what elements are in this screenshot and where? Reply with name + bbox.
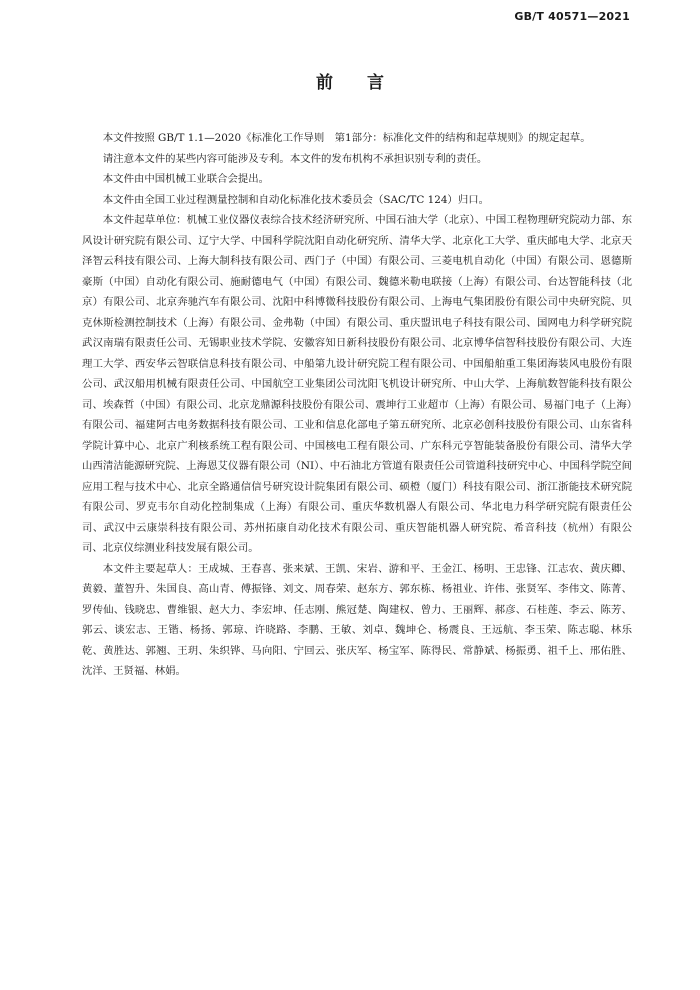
paragraph-committee: 本文件由全国工业过程测量控制和自动化标准化技术委员会（SAC/TC 124）归口。 — [102, 193, 489, 206]
paragraph-drafters: 本文件主要起草人：王成城、王春喜、张来斌、王凯、宋岩、游和平、王金江、杨明、王忠锋、江志农、黄庆卿、黄毅、董智升、朱国良、高山青、傅振锋、刘文、周春荣、赵东方、郭东栋、杨祖业、许伟、张贤军、李伟文、陈菁、罗传仙、钱晓忠、曹维银、赵大力、李宏坤、任志刚、熊冠楚、陶建权、曾力、王丽辉、郝彦、石桂莲、李云、陈芳、郭云、谈宏志、王锴、杨扬、郭琼、许晓路、李鹏、王敏、刘卓、魏坤仑、杨震良、王远航、李玉荣、陈志聪、林乐乾、黄胜达、郭翘、王玥、朱织铧、马向阳、宁回云、张庆军、杨宝军、陈得民、常静斌、杨振勇、祖千上、邢佑胜、沈洋、王贤福、林娟。 — [82, 562, 632, 677]
paragraph-drafting-organizations: 本文件起草单位：机械工业仪器仪表综合技术经济研究所、中国石油大学（北京）、中国工程物理研究院动力部、东风设计研究院有限公司、辽宁大学、中国科学院沈阳自动化研究所、清华大学、北京化工大学、重庆邮电大学、北京天泽智云科技有限公司、上海大制科技有限公司、西门子（中国）有限公司、三菱电机自动化（中国）有限公司、恩德斯豪斯（中国）自动化有限公司、施耐德电气（中国）有限公司、魏德米勒电联接（上海）有限公司、台达智能科技（北京）有限公司、北京奔驰汽车有限公司、沈阳中科博微科技股份有限公司、上海电气集团股份有限公司中央研究院、贝克休斯检测控制技术（上海）有限公司、金弗勒（中国）有限公司、重庆盟讯电子科技有限公司、国网电力科学研究院武汉南瑞有限责任公司、无锡职业技术学院、安徽容知日新科技股份有限公司、北京博华信智科技股份有限公司、大连理工大学、西安华云智联信息科技有限公司、中船第九设计研究院工程有限公司、中国船舶重工集团海装风电股份有限公司、武汉船用机械有限责任公司、中国航空工业集团公司沈阳飞机设计研究所、中山大学、上海航数智能科技有限公司、埃森哲（中国）有限公司、北京龙鼎源科技股份有限公司、震坤行工业超市（上海）有限公司、易福门电子（上海）有限公司、福建阿古电务数据科技有限公司、工业和信息化部电子第五研究所、北京必创科技股份有限公司、山东省科学院计算中心、北京广利核系统工程有限公司、中国核电工程有限公司、广东科元亨智能装备股份有限公司、清华大学山西清洁能源研究院、上海恩艾仪器有限公司（NI）、中石油北方管道有限责任公司管道科技研究中心、中国科学院空间应用工程与技术中心、北京全路通信信号研究设计院集团有限公司、硕橙（厦门）科技有限公司、浙江浙能技术研究院有限公司、罗克韦尔自动化控制集成（上海）有限公司、重庆华数机器人有限公司、华北电力科学研究院有限责任公司、武汉中云康崇科技有限公司、苏州拓康自动化技术有限公司、重庆智能机器人研究院、希音科技（杭州）有限公司、北京仪综测业科技发展有限公司。 — [82, 214, 632, 554]
document-number: GB/T 40571—2021 — [514, 10, 630, 23]
paragraph-proposer: 本文件由中国机械工业联合会提出。 — [102, 173, 270, 185]
page-title: 前言 — [316, 73, 418, 93]
paragraph-drafting-rules: 本文件按照 GB/T 1.1—2020《标准化工作导则 第1部分：标准化文件的结构和起草规则》的规定起草。 — [102, 132, 591, 144]
body-text — [82, 128, 632, 682]
paragraph-patent-notice: 请注意本文件的某些内容可能涉及专利。本文件的发布机构不承担识别专利的责任。 — [102, 152, 488, 165]
